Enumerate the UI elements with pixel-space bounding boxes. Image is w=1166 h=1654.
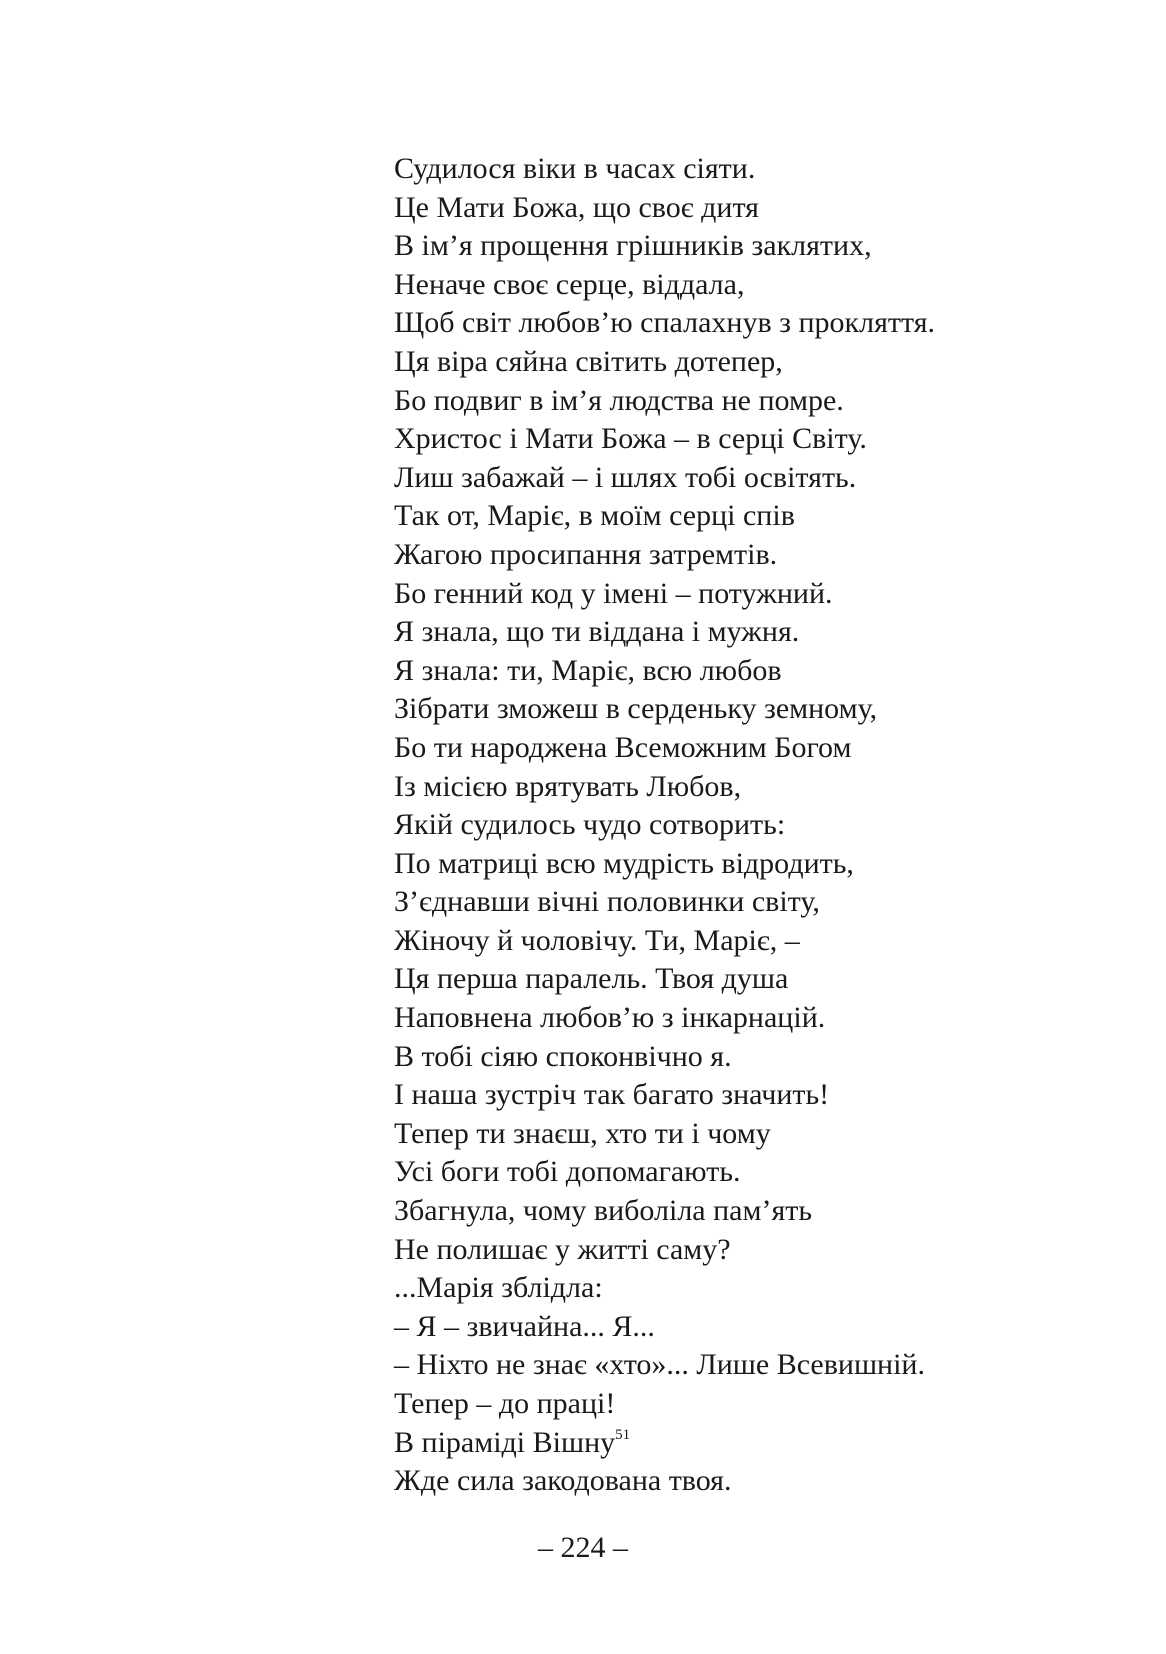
poem-line: Наповнена любов’ю з інкарнацій. xyxy=(394,1001,826,1035)
poem-line: Це Мати Божа, що своє дитя xyxy=(394,190,759,224)
poem-line-with-footnote xyxy=(394,1424,1094,1463)
poem-line: Ця віра сяйна світить дотепер, xyxy=(394,344,783,378)
poem-line: – Ніхто не знає «хто»... Лише Всевишній. xyxy=(394,1348,925,1382)
poem-line: Якій судилось чудо сотворить: xyxy=(394,808,786,842)
poem-line: Судилося віки в часах сіяти. xyxy=(394,152,756,185)
poem-line: Збагнула, чому виболіла пам’ять xyxy=(394,1194,813,1228)
poem-line: В ім’я прощення грішників заклятих, xyxy=(394,229,872,263)
poem-line: Я знала, що ти віддана і мужня. xyxy=(394,615,800,649)
poem-line: – Я – звичайна... Я... xyxy=(394,1309,655,1343)
poem-line: Лиш забажай – і шлях тобі освітять. xyxy=(394,460,857,494)
poem-line: Тепер ти знаєш, хто ти і чому xyxy=(394,1116,771,1150)
poem-line: Бо подвиг в ім’я людства не помре. xyxy=(394,383,844,417)
poem-line: В тобі сіяю споконвічно я. xyxy=(394,1039,732,1073)
poem-line: Усі боги тобі допомагають. xyxy=(394,1155,741,1189)
poem-line: Бо генний код у імені – потужний. xyxy=(394,576,833,610)
poem-line: Жде сила закодована твоя. xyxy=(394,1464,732,1498)
footnote-marker: 51 xyxy=(615,1426,631,1443)
poem-line: Я знала: ти, Маріє, всю любов xyxy=(394,653,782,687)
poem-line: Жіночу й чоловічу. Ти, Маріє, – xyxy=(394,923,800,957)
poem-text xyxy=(394,150,1094,1501)
poem-line: Не полишає у житті саму? xyxy=(394,1232,731,1266)
poem-line: Із місією врятувать Любов, xyxy=(394,769,742,803)
poem-line: По матриці всю мудрість відродить, xyxy=(394,846,854,880)
poem-line: І наша зустріч так багато значить! xyxy=(394,1078,830,1112)
poem-line: Зібрати зможеш в серденьку земному, xyxy=(394,692,878,726)
poem-line: Ця перша паралель. Твоя душа xyxy=(394,962,789,996)
poem-line: ...Марія зблідла: xyxy=(394,1271,603,1305)
page-number: – 224 – xyxy=(538,1531,628,1564)
poem-line-text: В піраміді Вішну xyxy=(394,1425,616,1459)
poem-line: З’єднавши вічні половинки світу, xyxy=(394,885,820,919)
poem-line: Христос і Мати Божа – в серці Світу. xyxy=(394,422,867,456)
poem-line: Щоб світ любов’ю спалахнув з прокляття. xyxy=(394,306,935,340)
poem-line: Неначе своє серце, віддала, xyxy=(394,267,745,301)
poem-line: Бо ти народжена Всеможним Богом xyxy=(394,730,852,764)
poem-line: Жагою просипання затремтів. xyxy=(394,537,778,571)
poem-line: Так от, Маріє, в моїм серці спів xyxy=(394,499,795,533)
poem-line: Тепер – до праці! xyxy=(394,1387,616,1420)
